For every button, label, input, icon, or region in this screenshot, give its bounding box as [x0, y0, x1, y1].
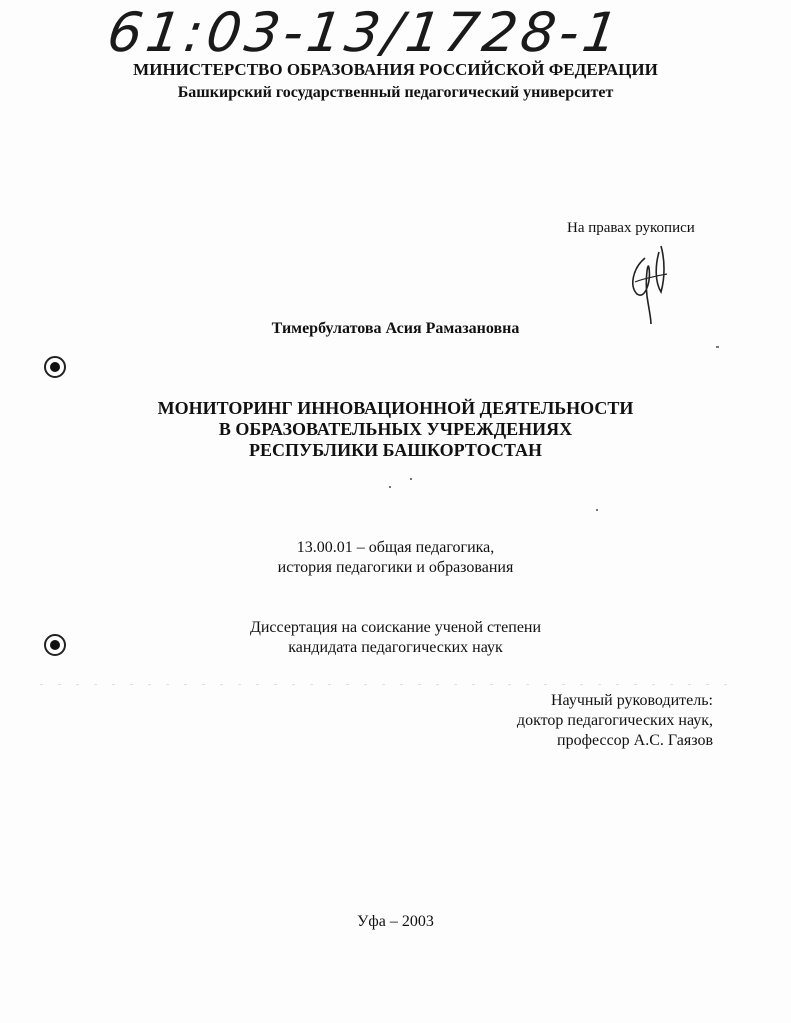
- specialty-line: история педагогики и образования: [277, 559, 514, 576]
- dissertation-degree: [0, 618, 791, 658]
- supervisor-line: профессор А.С. Гаязов: [557, 732, 713, 749]
- supervisor-block: [517, 691, 713, 751]
- degree-line: кандидата педагогических наук: [288, 639, 503, 656]
- scan-speck: [716, 346, 719, 348]
- rights-note: На правах рукописи: [567, 220, 695, 236]
- scan-speck: [596, 509, 598, 511]
- scan-speck: [389, 486, 391, 488]
- city-year: Уфа – 2003: [357, 913, 434, 930]
- author-name: Тимербулатова Асия Рамазановна: [271, 320, 520, 337]
- handwritten-archive-code: 61:03-13/1728-1: [103, 1, 626, 64]
- supervisor-line: Научный руководитель:: [550, 692, 713, 709]
- punch-hole-top: [44, 356, 66, 378]
- scan-speck: [410, 478, 412, 480]
- title-line: В ОБРАЗОВАТЕЛЬНЫХ УЧРЕЖДЕНИЯХ: [218, 419, 573, 439]
- specialty: [0, 538, 791, 578]
- scan-artifact: [40, 684, 740, 685]
- dissertation-title: [0, 398, 791, 461]
- degree-line: Диссертация на соискание ученой степени: [249, 619, 542, 636]
- ministry-heading: МИНИСТЕРСТВО ОБРАЗОВАНИЯ РОССИЙСКОЙ ФЕДЕРАЦИИ: [133, 60, 658, 79]
- title-line: РЕСПУБЛИКИ БАШКОРТОСТАН: [249, 440, 542, 460]
- specialty-line: 13.00.01 – общая педагогика,: [296, 539, 495, 556]
- title-line: МОНИТОРИНГ ИННОВАЦИОННОЙ ДЕЯТЕЛЬНОСТИ: [157, 398, 634, 418]
- university-heading: Башкирский государственный педагогический университет: [177, 84, 614, 101]
- supervisor-line: доктор педагогических наук,: [516, 712, 713, 729]
- signature-icon: [615, 238, 685, 328]
